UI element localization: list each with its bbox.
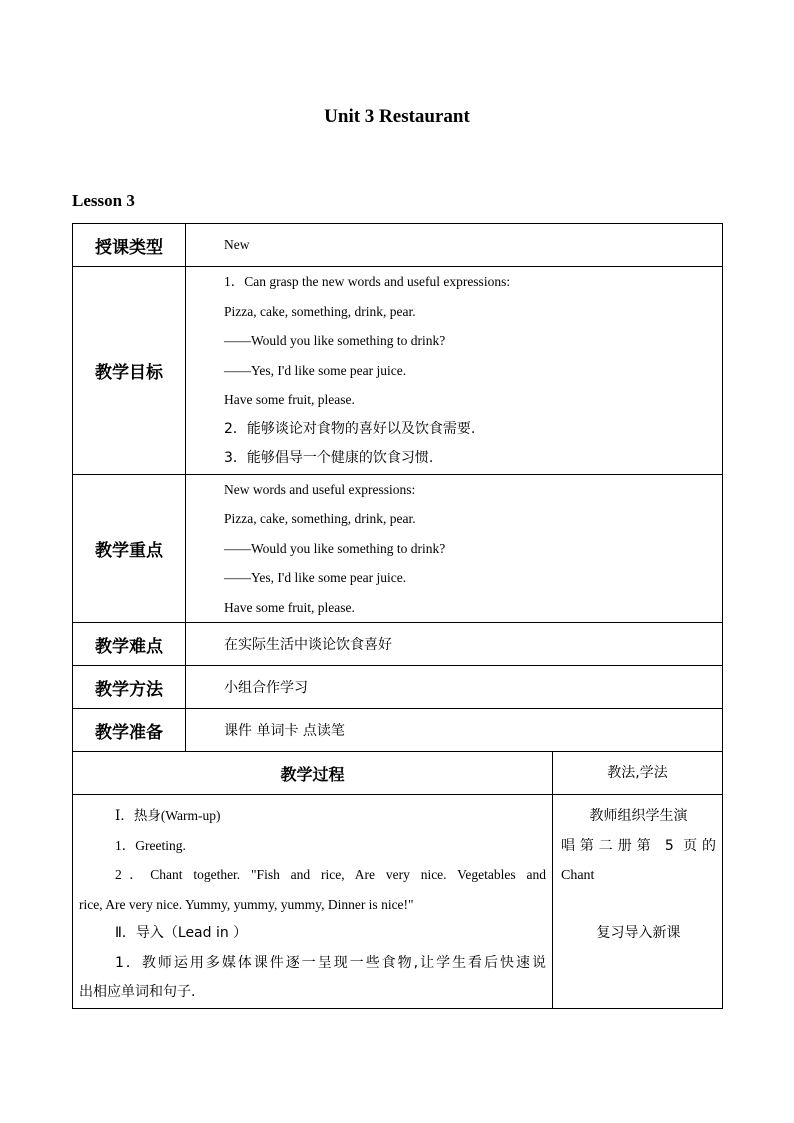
goal-line: Have some fruit, please.: [224, 392, 355, 407]
key-line: Pizza, cake, something, drink, pear.: [224, 511, 416, 526]
value-preparation: 课件 单词卡 点读笔: [186, 709, 723, 752]
key-line: Have some fruit, please.: [224, 599, 355, 615]
method-note: Chant: [561, 868, 595, 883]
label-key-points: 教学重点: [73, 474, 186, 623]
document-title: Unit 3 Restaurant: [324, 106, 470, 127]
label-goals: 教学目标: [73, 267, 186, 475]
method-note: 教师组织学生演: [589, 808, 688, 824]
row-process-header: [73, 752, 723, 795]
label-teaching-method: 教学方法: [73, 666, 186, 709]
row-key-points: [73, 474, 723, 623]
lesson-heading: Lesson 3: [72, 191, 135, 210]
process-line: rice, Are very nice. Yummy, yummy, yummy, Dinner is nice!": [79, 896, 414, 912]
value-lesson-type: New: [186, 224, 723, 267]
label-preparation: 教学准备: [73, 709, 186, 752]
method-header: 教法,学法: [553, 752, 723, 795]
row-difficult-points: [73, 623, 723, 666]
process-header: 教学过程: [73, 752, 553, 795]
process-line: Ⅰ．热身(Warm-up): [115, 808, 221, 823]
key-line: ——Would you like something to drink?: [224, 540, 446, 556]
process-line: 1．教师运用多媒体课件逐一呈现一些食物,让学生看后快速说: [115, 954, 546, 971]
key-line: New words and useful expressions:: [224, 481, 416, 497]
row-process: [73, 795, 723, 1009]
goal-line: Pizza, cake, something, drink, pear.: [224, 303, 416, 319]
method-notes-cell: [553, 795, 723, 1009]
key-line: ——Yes, I'd like some pear juice.: [224, 570, 407, 585]
process-line: 出相应单词和句子.: [79, 984, 196, 1000]
goal-line: 1．Can grasp the new words and useful expressions:: [224, 274, 511, 289]
row-teaching-method: [73, 666, 723, 709]
method-note-spacer: [561, 891, 716, 918]
process-line: 1．Greeting.: [115, 837, 186, 853]
goal-line: ——Would you like something to drink?: [224, 333, 446, 348]
key-points-cell: [186, 474, 723, 623]
row-lesson-type: [73, 224, 723, 267]
goal-line: 3．能够倡导一个健康的饮食习惯.: [224, 450, 434, 466]
row-goals: [73, 267, 723, 475]
label-lesson-type: 授课类型: [73, 224, 186, 267]
value-teaching-method: 小组合作学习: [186, 666, 723, 709]
goals-cell: [186, 267, 723, 475]
goal-line: ——Yes, I'd like some pear juice.: [224, 362, 407, 378]
process-line: Ⅱ．导入（Lead in ）: [115, 925, 248, 941]
process-line: 2．Chant together. "Fish and rice, Are very nice. Vegetables and: [115, 867, 546, 882]
method-note: 复习导入新课: [596, 925, 681, 941]
row-preparation: [73, 709, 723, 752]
goal-line: 2．能够谈论对食物的喜好以及饮食需要.: [224, 420, 476, 437]
lesson-plan-table: [72, 223, 723, 1009]
method-note: 唱第二册第 5 页的: [561, 838, 716, 854]
value-difficult-points: 在实际生活中谈论饮食喜好: [186, 623, 723, 666]
process-cell: [73, 795, 553, 1009]
label-difficult-points: 教学难点: [73, 623, 186, 666]
